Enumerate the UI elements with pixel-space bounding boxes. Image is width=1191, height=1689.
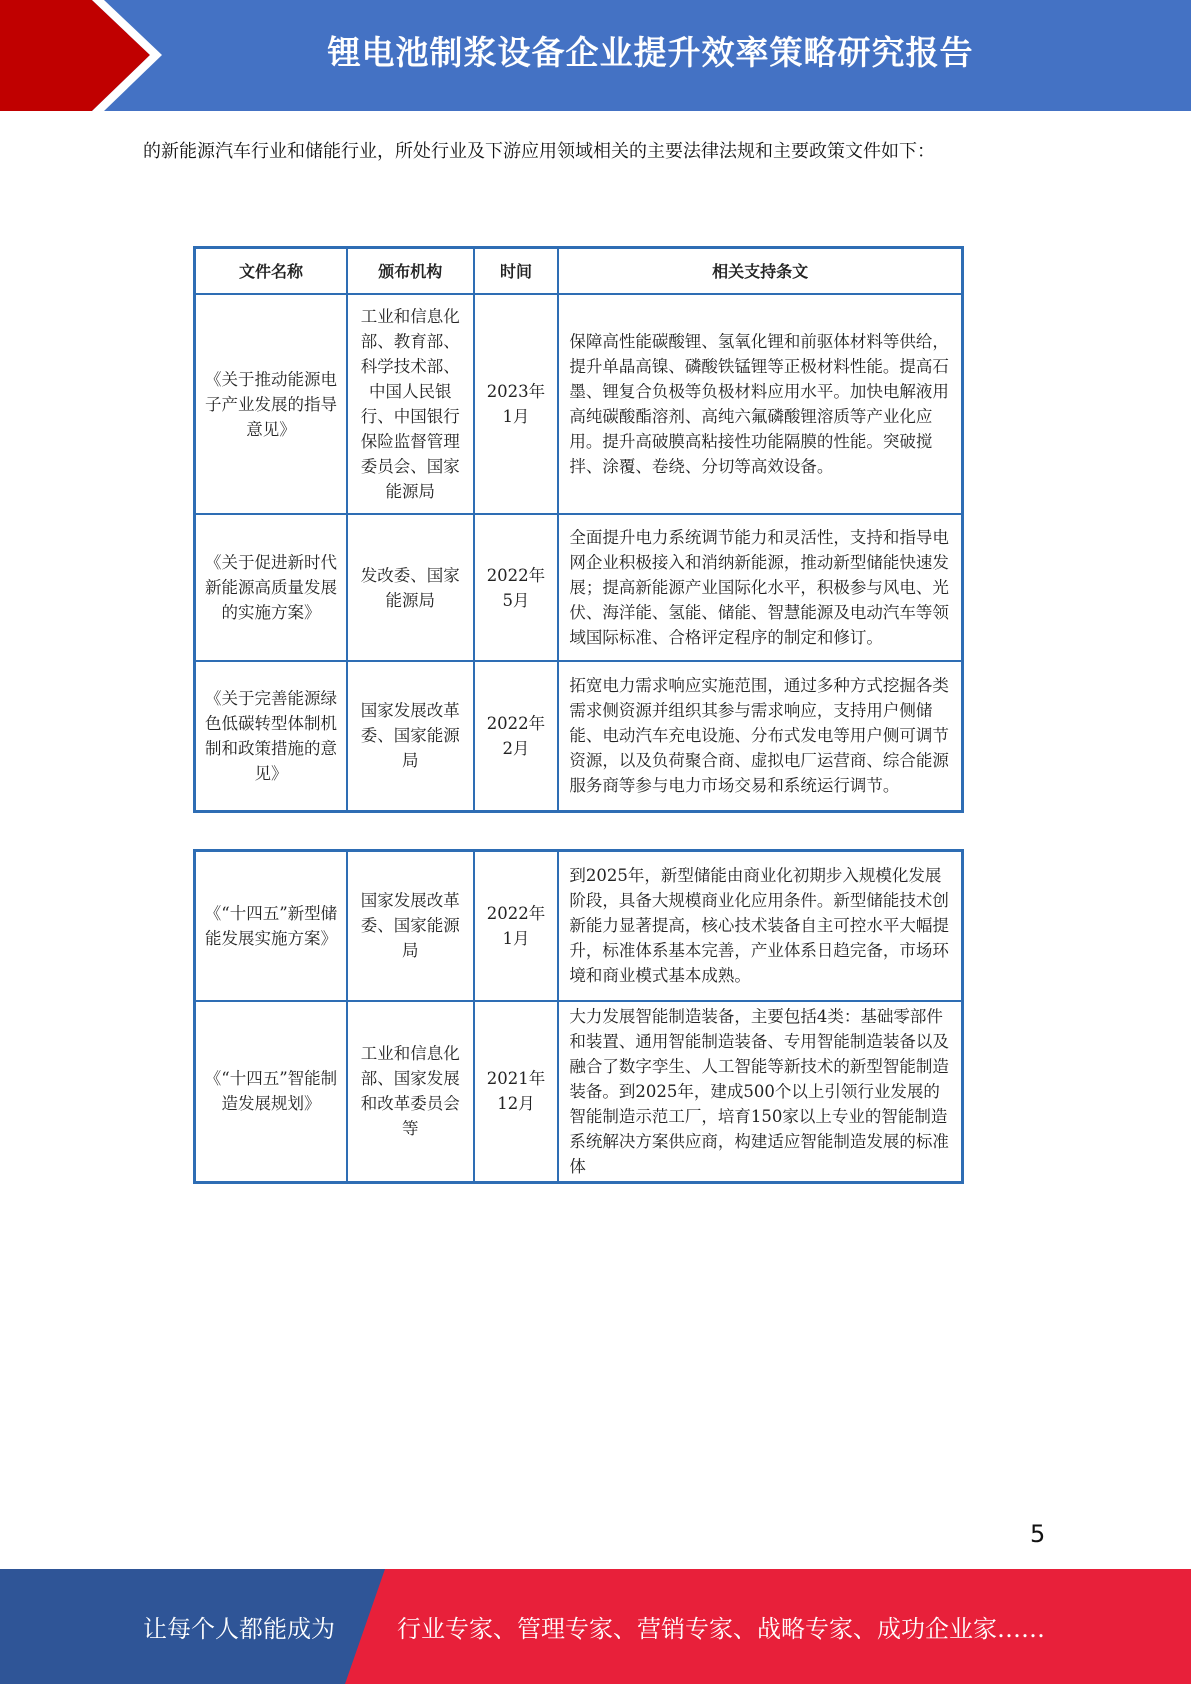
page-number: 5	[1030, 1520, 1046, 1548]
header-document-name: 文件名称	[195, 248, 347, 295]
document-name-cell: 《关于促进新时代新能源高质量发展的实施方案》	[195, 514, 347, 661]
table-row	[195, 514, 963, 661]
document-name-cell: 《“十四五”新型储能发展实施方案》	[195, 851, 347, 1001]
table-row	[195, 1001, 963, 1183]
content-cell: 大力发展智能制造装备，主要包括4类：基础零部件和装置、通用智能制造装备、专用智能制造装备以及融合了数字孪生、人工智能等新技术的新型智能制造装备。到2025年，建成500个以上引领行业发展的智能制造示范工厂，培育150家以上专业的智能制造系统解决方案供应商，构建适应智能制造发展的标准体	[558, 1001, 962, 1183]
agency-cell: 国家发展改革委、国家能源局	[347, 851, 474, 1001]
agency-cell: 国家发展改革委、国家能源局	[347, 661, 474, 811]
table-row	[195, 851, 963, 1001]
agency-cell: 工业和信息化部、教育部、科学技术部、中国人民银行、中国银行保险监督管理委员会、国家能源局	[347, 294, 474, 514]
header-time: 时间	[474, 248, 559, 295]
header-agency: 颁布机构	[347, 248, 474, 295]
content-cell: 到2025年，新型储能由商业化初期步入规模化发展阶段，具备大规模商业化应用条件。新型储能技术创新能力显著提高，核心技术装备自主可控水平大幅提升，标准体系基本完善，产业体系日趋完备，市场环境和商业模式基本成熟。	[558, 851, 962, 1001]
report-title: 锂电池制浆设备企业提升效率策略研究报告	[327, 33, 974, 72]
time-cell: 2023年1月	[474, 294, 559, 514]
intro-paragraph: 的新能源汽车行业和储能行业，所处行业及下游应用领域相关的主要法律法规和主要政策文件如下：	[143, 141, 935, 162]
table-header-row	[195, 248, 963, 295]
footer-slogan-left: 让每个人都能成为	[143, 1615, 335, 1643]
time-cell: 2022年5月	[474, 514, 559, 661]
time-cell: 2021年12月	[474, 1001, 559, 1183]
table-row	[195, 294, 963, 514]
content-cell: 保障高性能碳酸锂、氢氧化锂和前驱体材料等供给，提升单晶高镍、磷酸铁锰锂等正极材料性能。提高石墨、锂复合负极等负极材料应用水平。加快电解液用高纯碳酸酯溶剂、高纯六氟磷酸锂溶质等产业化应用。提升高破膜高粘接性功能隔膜的性能。突破搅拌、涂覆、卷绕、分切等高效设备。	[558, 294, 962, 514]
document-name-cell: 《“十四五”智能制造发展规划》	[195, 1001, 347, 1183]
policy-table-part-1	[193, 246, 964, 813]
agency-cell: 工业和信息化部、国家发展和改革委员会等	[347, 1001, 474, 1183]
table-row	[195, 661, 963, 811]
report-footer	[0, 1569, 1191, 1684]
document-name-cell: 《关于推动能源电子产业发展的指导意见》	[195, 294, 347, 514]
policy-table-part-2	[193, 849, 964, 1184]
time-cell: 2022年2月	[474, 661, 559, 811]
document-name-cell: 《关于完善能源绿色低碳转型体制机制和政策措施的意见》	[195, 661, 347, 811]
agency-cell: 发改委、国家能源局	[347, 514, 474, 661]
content-cell: 全面提升电力系统调节能力和灵活性，支持和指导电网企业积极接入和消纳新能源，推动新型储能快速发展；提高新能源产业国际化水平，积极参与风电、光伏、海洋能、氢能、储能、智慧能源及电动汽车等领域国际标准、合格评定程序的制定和修订。	[558, 514, 962, 661]
header-content: 相关支持条文	[558, 248, 962, 295]
report-header	[0, 0, 1191, 111]
footer-slogan-right: 行业专家、管理专家、营销专家、战略专家、成功企业家……	[397, 1615, 1045, 1643]
content-cell: 拓宽电力需求响应实施范围，通过多种方式挖掘各类需求侧资源并组织其参与需求响应，支持用户侧储能、电动汽车充电设施、分布式发电等用户侧可调节资源，以及负荷聚合商、虚拟电厂运营商、综合能源服务商等参与电力市场交易和系统运行调节。	[558, 661, 962, 811]
time-cell: 2022年1月	[474, 851, 559, 1001]
